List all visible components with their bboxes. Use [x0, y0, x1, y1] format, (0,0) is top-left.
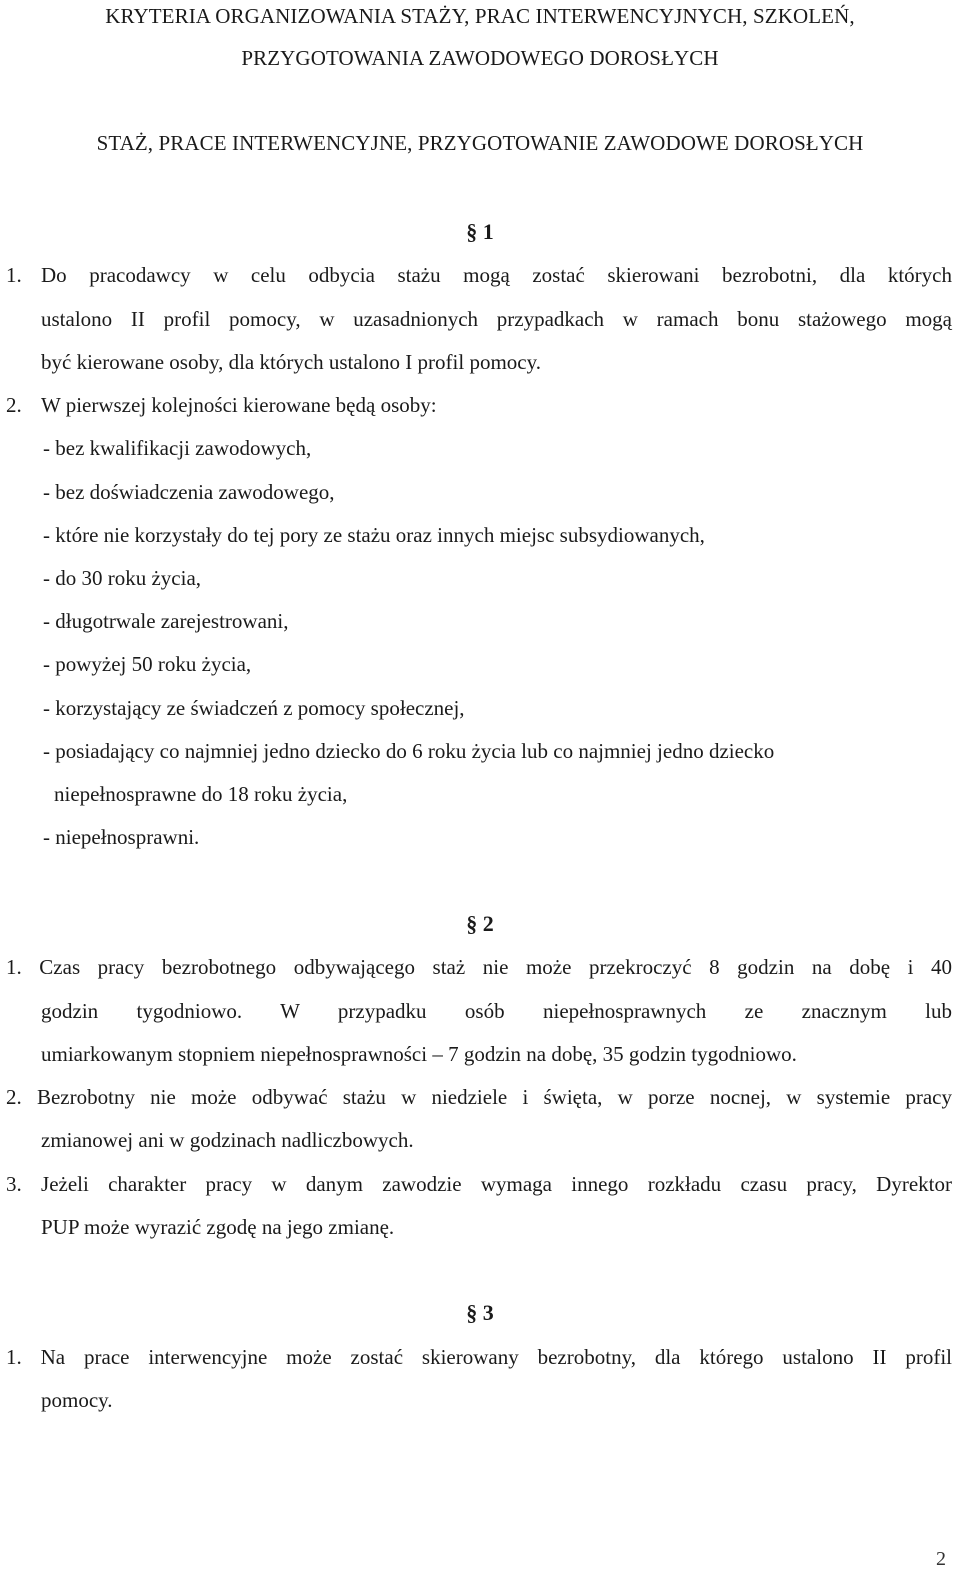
list-item: - bez kwalifikacji zawodowych, [43, 436, 312, 460]
list-item: - niepełnosprawni. [43, 825, 200, 849]
list-item: - długotrwale zarejestrowani, [43, 609, 289, 633]
document-subtitle: STAŻ, PRACE INTERWENCYJNE, PRZYGOTOWANIE ZAWODOWE DOROSŁYCH [96, 131, 864, 155]
document-title-line-1: KRYTERIA ORGANIZOWANIA STAŻY, PRAC INTERWENCYJNYCH, SZKOLEŃ, [105, 4, 855, 28]
list-item: - które nie korzystały do tej pory ze stażu oraz innych miejsc subsydiowanych, [43, 523, 705, 547]
page-number: 2 [936, 1548, 946, 1570]
s2-p2-line-2: zmianowej ani w godzinach nadliczbowych. [41, 1128, 414, 1152]
s3-p1-line-2: pomocy. [41, 1388, 113, 1412]
s2-p3-line-2: PUP może wyrazić zgodę na jego zmianę. [41, 1215, 395, 1239]
list-item: - korzystający ze świadczeń z pomocy społecznej, [43, 696, 465, 720]
list-item: - posiadający co najmniej jedno dziecko do 6 roku życia lub co najmniej jedno dziecko [43, 739, 775, 763]
s3-p1-line-1: 1. Na prace interwencyjne może zostać skierowany bezrobotny, dla którego ustalono II profil [6, 1345, 952, 1369]
list-item: - do 30 roku życia, [43, 566, 202, 590]
section-1-heading: § 1 [466, 219, 494, 244]
list-item-continuation: niepełnosprawne do 18 roku życia, [54, 782, 348, 806]
s2-p1-line-2: godzin tygodniowo. W przypadku osób niepełnosprawnych ze znacznym lub [41, 999, 952, 1023]
section-3-heading: § 3 [466, 1300, 494, 1325]
s2-p1-line-3: umiarkowanym stopniem niepełnosprawności – 7 godzin na dobę, 35 godzin tygodniowo. [41, 1042, 797, 1066]
document-title-line-2: PRZYGOTOWANIA ZAWODOWEGO DOROSŁYCH [241, 46, 719, 70]
s2-p3-line-1: 3. Jeżeli charakter pracy w danym zawodzie wymaga innego rozkładu czasu pracy, Dyrektor [6, 1172, 952, 1196]
s2-p1-line-1: 1. Czas pracy bezrobotnego odbywającego staż nie może przekroczyć 8 godzin na dobę i 40 [6, 955, 952, 979]
s1-p1-number: 1. [6, 263, 22, 287]
s1-p1-line-3: być kierowane osoby, dla których ustalono I profil pomocy. [41, 350, 541, 374]
list-item: - powyżej 50 roku życia, [43, 652, 252, 676]
s1-p1-line-2: ustalono II profil pomocy, w uzasadnionych przypadkach w ramach bonu stażowego mogą [41, 307, 952, 331]
list-item: - bez doświadczenia zawodowego, [43, 480, 335, 504]
s2-p2-line-1: 2. Bezrobotny nie może odbywać stażu w niedziele i święta, w porze nocnej, w systemie pracy [6, 1085, 952, 1109]
section-2-heading: § 2 [466, 911, 494, 936]
s1-p2-number: 2. [6, 393, 22, 417]
s1-p1-line-1: Do pracodawcy w celu odbycia stażu mogą zostać skierowani bezrobotni, dla których [41, 263, 952, 287]
s1-p2-intro: W pierwszej kolejności kierowane będą osoby: [41, 393, 437, 417]
